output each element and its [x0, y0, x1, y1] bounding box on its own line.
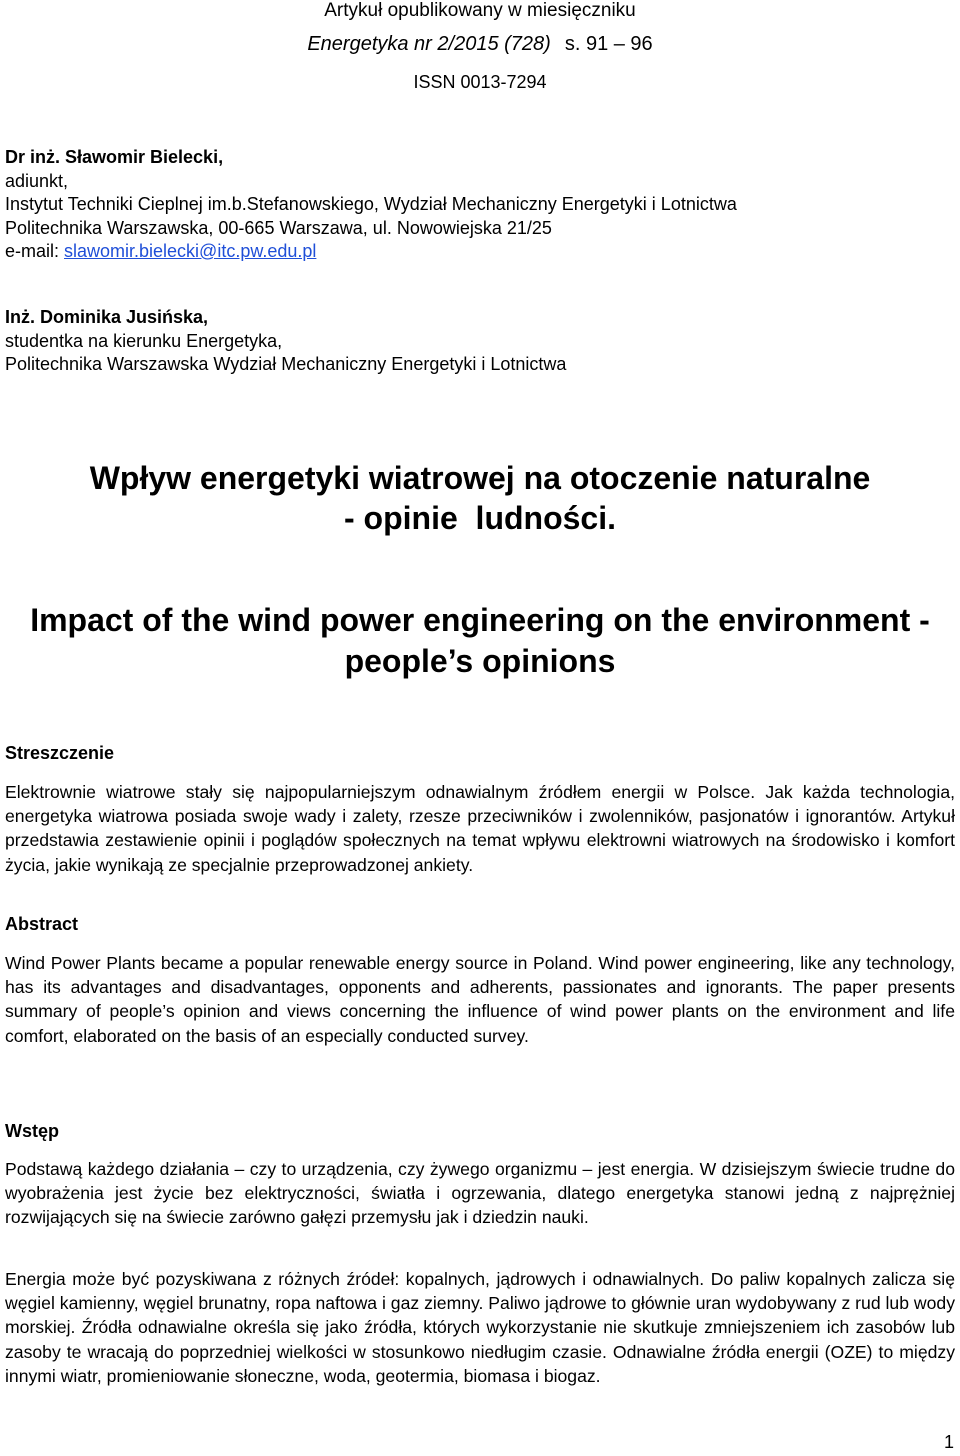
- title-english-line-2: people’s opinions: [344, 643, 616, 679]
- streszczenie-text: Elektrownie wiatrowe stały się najpopularniejszym odnawialnym źródłem energii w Polsce. Jak każda technologia, energetyka wiatrowa posiada swoje wady i zalety, rzesze przeciwników i zwolenników, pasjonatów i ignorantów. Artykuł przedstawia zestawienie opinii i poglądów społecznych na temat wpływu elektrowni wiatrowych na środowisko i komfort życia, jakie wynikają ze specjalnie przeprowadzonej ankiety.: [5, 782, 955, 875]
- streszczenie-heading: Streszczenie: [5, 743, 115, 763]
- wstep-paragraph-2: Energia może być pozyskiwana z różnych źródeł: kopalnych, jądrowych i odnawialnych. Do paliw kopalnych zalicza się węgiel kamienny, węgiel brunatny, ropa naftowa i gaz ziemny. Paliwo jądrowe to głównie uran wydobywany z rud lub wody morskiej. Źródła odnawialne określa się jako źródła, których wykorzystanie nie skutkuje zmniejszeniem ich zasobów lub zasoby te wracają do poprzedniej wielkości w stosunkowo niedługim czasie. Odnawialne źródła energii (OZE) to między innymi wiatr, promieniowanie słoneczne, woda, geotermia, biomasa i biogaz.: [5, 1269, 955, 1386]
- author-1-position: adiunkt,: [5, 170, 69, 191]
- author-1-address: Politechnika Warszawska, 00-665 Warszawa, ul. Nowowiejska 21/25: [5, 217, 552, 238]
- author-1-email-line: [5, 240, 737, 264]
- title-polish-line-2: - opinie ludności.: [344, 500, 616, 536]
- author-1-email-link[interactable]: slawomir.bielecki@itc.pw.edu.pl: [64, 241, 317, 261]
- wstep-heading: Wstęp: [5, 1121, 59, 1141]
- wstep-paragraph-1: Podstawą każdego działania – czy to urządzenia, czy żywego organizmu – jest energia. W dzisiejszym świecie trudne do wyobrażenia jest życie bez elektryczności, światła i ogrzewania, dlatego energetyka stanowi jedną z najprężniej rozwijających się na świecie zarówno gałęzi przemysłu jak i dziedzin nauki.: [5, 1159, 955, 1228]
- journal-reference: [0, 33, 960, 56]
- title-english: [0, 600, 960, 682]
- journal-name: Energetyka nr 2/2015 (728): [307, 33, 551, 55]
- email-label: e-mail:: [5, 241, 65, 261]
- title-polish: [0, 458, 960, 538]
- author-2-name: Inż. Dominika Jusińska,: [5, 307, 209, 327]
- author-1-block: [5, 146, 737, 264]
- title-polish-line-1: Wpływ energetyki wiatrowej na otoczenie naturalne: [89, 460, 871, 496]
- journal-pages: s. 91 – 96: [564, 33, 653, 55]
- page-number: 1: [943, 1432, 954, 1452]
- author-2-block: [5, 306, 566, 377]
- author-1-affiliation: Instytut Techniki Cieplnej im.b.Stefanowskiego, Wydział Mechaniczny Energetyki i Lotnictwa: [5, 194, 737, 214]
- abstract-text: Wind Power Plants became a popular renewable energy source in Poland. Wind power engineering, like any technology, has its advantages and disadvantages, opponents and adherents, passionates and ignorants. The paper presents summary of people’s opinion and views concerning the influence of wind power plants on the environment and life comfort, elaborated on the basis of an especially conducted survey.: [5, 953, 955, 1046]
- issn: ISSN 0013-7294: [413, 72, 547, 92]
- title-english-line-1: Impact of the wind power engineering on the environment -: [30, 602, 930, 638]
- publication-line: Artykuł opublikowany w miesięczniku: [324, 0, 636, 21]
- author-1-name: Dr inż. Sławomir Bielecki,: [5, 147, 224, 167]
- author-2-affiliation: Politechnika Warszawska Wydział Mechaniczny Energetyki i Lotnictwa: [5, 354, 567, 374]
- author-2-position: studentka na kierunku Energetyka,: [5, 330, 283, 351]
- abstract-heading: Abstract: [5, 914, 79, 934]
